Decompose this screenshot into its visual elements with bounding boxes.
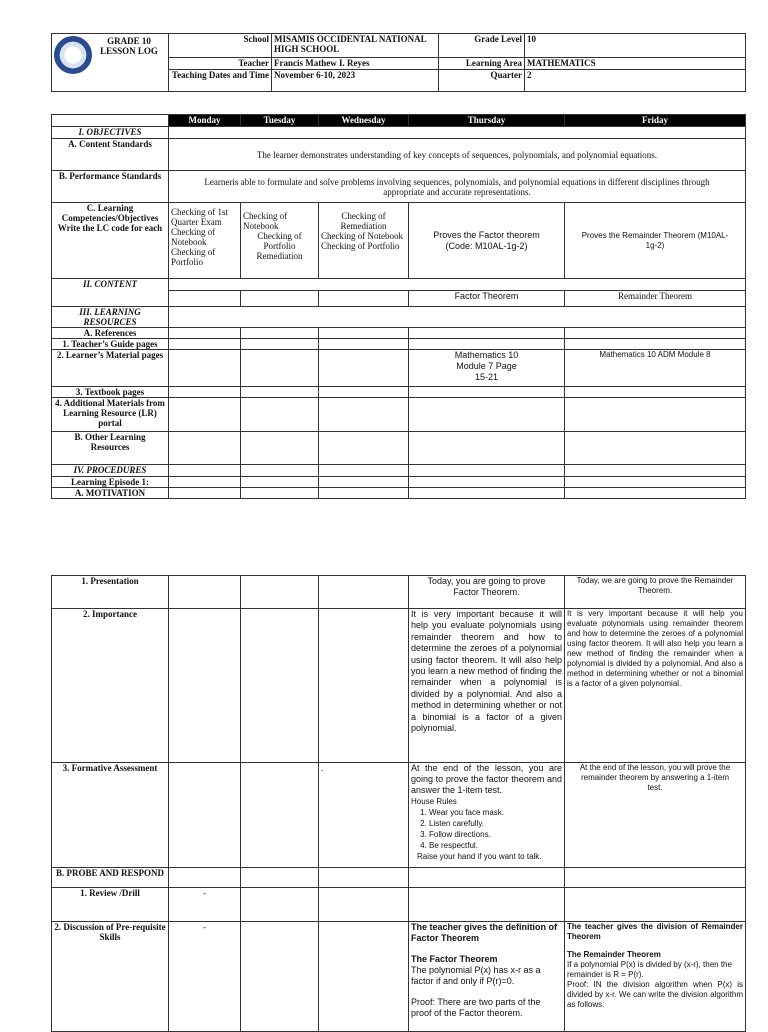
day-monday: Monday [169, 115, 241, 127]
presentation-label: 1. Presentation [52, 576, 169, 609]
comp-item: Checking of 1st Quarter Exam [171, 207, 228, 227]
additional-materials-label: 4. Additional Materials from Learning Resource (LR) portal [52, 398, 169, 432]
comp-item: Checking of Notebook [321, 231, 403, 241]
house-rule: 4. Be respectful. [429, 840, 562, 851]
friday-importance: It is very important because it will help you evaluate polynomials using remainder theorem and how to determine the zeroes of a polynomial using factor theorem. It will also help you learn a new method of finding the remainder when a polynomial is divided by a polynomial. And also a method in determining whether or not a binomial is a factor of a given polynomial. [565, 609, 746, 763]
lm-pages-label: 2. Learner’s Material pages [52, 350, 169, 387]
thursday-lm: Mathematics 10 Module 7 Page 15-21 [409, 350, 565, 387]
day-wednesday: Wednesday [319, 115, 409, 127]
main-table [51, 114, 746, 499]
thursday-discussion [409, 922, 565, 1032]
day-thursday: Thursday [409, 115, 565, 127]
resources-heading: III. LEARNING RESOURCES [52, 307, 169, 328]
tuesday-competencies [241, 203, 319, 279]
discussion-proof: Proof: There are two parts of the proof of the Factor theorem. [411, 997, 541, 1018]
wednesday-competencies [319, 203, 409, 279]
comp-item: Checking of Portfolio [171, 247, 216, 267]
references-label: A. References [52, 328, 169, 339]
discussion-text: The polynomial P(x) has x-r as a factor if and only if P(r)=0. [411, 965, 541, 986]
quarter-label: Quarter [439, 70, 525, 92]
corner-cell [52, 115, 169, 127]
grade-title: GRADE 10 [107, 36, 151, 46]
formative-label: 3. Formative Assessment [52, 763, 169, 868]
friday-competency: Proves the Remainder Theorem (M10AL-1g-2) [565, 203, 746, 279]
dates-value: November 6-10, 2023 [272, 70, 439, 92]
performance-standards-text: Learneris able to formulate and solve problems involving sequences, polynomials, and polynomial equations in different disciplines through appropriate and accurate representations. [169, 171, 746, 203]
textbook-label: 3. Textbook pages [52, 387, 169, 398]
procedures-table [51, 575, 746, 1032]
content-standards-label: A. Content Standards [52, 139, 169, 171]
teacher-value: Francis Mathew I. Reyes [272, 58, 439, 70]
house-rules-list [411, 807, 562, 851]
objectives-heading: I. OBJECTIVES [52, 127, 169, 139]
comp-item: Checking of Notebook [243, 211, 288, 231]
thursday-formative [409, 763, 565, 868]
discussion-text: If a polynomial P(x) is divided by (x-r), then the remainder is R = P(r). [567, 960, 732, 979]
thursday-presentation: Today, you are going to prove Factor Theorem. [409, 576, 565, 609]
wednesday-formative: . [319, 763, 409, 868]
comp-item: Checking of Notebook [171, 227, 216, 247]
probe-label: B. PROBE AND RESPOND [52, 868, 169, 888]
house-rule: 3. Follow directions. [429, 829, 562, 840]
formative-text: At the end of the lesson, you are going to prove the factor theorem and answer the 1-item test. [411, 763, 562, 795]
comp-item: Checking of Remediation [340, 211, 387, 231]
discussion-title: The Factor Theorem [411, 954, 498, 964]
discussion-proof: Proof: IN the division algorithm when P(x) is divided by x-r. We can write the division algorithm as follows: [567, 980, 743, 1009]
day-friday: Friday [565, 115, 746, 127]
dates-label: Teaching Dates and Time [169, 70, 272, 92]
day-tuesday: Tuesday [241, 115, 319, 127]
house-rule: 2. Listen carefully. [429, 818, 562, 829]
competencies-label: C. Learning Competencies/Objectives Write the LC code for each [52, 203, 169, 279]
friday-presentation: Today, we are going to prove the Remainder Theorem. [565, 576, 746, 609]
thursday-competency: Proves the Factor theorem (Code: M10AL-1g-2) [409, 203, 565, 279]
other-resources-label: B. Other Learning Resources [52, 432, 169, 465]
review-label: 1. Review /Drill [52, 888, 169, 922]
discussion-monday: - [169, 922, 241, 1032]
friday-content: Remainder Theorem [565, 291, 746, 307]
thursday-content: Factor Theorem [409, 291, 565, 307]
grade-level-value: 10 [525, 34, 746, 58]
discussion-label: 2. Discussion of Pre-requisite Skills [52, 922, 169, 1032]
learning-area-label: Learning Area [439, 58, 525, 70]
discussion-intro: The teacher gives the division of Remainder Theorem [567, 922, 743, 941]
school-value: MISAMIS OCCIDENTAL NATIONAL HIGH SCHOOL [272, 34, 439, 58]
discussion-title: The Remainder Theorem [567, 950, 661, 959]
comp-item: Checking of Portfolio Remediation [256, 231, 303, 261]
grade-level-label: Grade Level [439, 34, 525, 58]
review-monday: - [169, 888, 241, 922]
house-rules-title: House Rules [411, 797, 457, 806]
importance-label: 2. Importance [52, 609, 169, 763]
raise-hand-text: Raise your hand if you want to talk. [417, 852, 542, 861]
friday-discussion [565, 922, 746, 1032]
header-table [51, 33, 746, 92]
thursday-importance: It is very important because it will help you evaluate polynomials using remainder theorem and how to determine the zeroes of a polynomial using factor theorem. It will also help you learn a new method of finding the remainder when a polynomial is divided by a polynomial. And also a method in determining whether or not a binomial is a factor of a given polynomial. [409, 609, 565, 763]
performance-standards-label: B. Performance Standards [52, 171, 169, 203]
deped-seal-icon [54, 36, 92, 74]
monday-competencies [169, 203, 241, 279]
school-label: School [169, 34, 272, 58]
tg-pages-label: 1. Teacher’s Guide pages [52, 339, 169, 350]
friday-lm: Mathematics 10 ADM Module 8 [565, 350, 746, 387]
log-title: LESSON LOG [100, 46, 158, 56]
quarter-value: 2 [525, 70, 746, 92]
motivation-label: A. MOTIVATION [52, 488, 169, 499]
comp-item: Checking of Portfolio [321, 241, 400, 251]
episode-label: Learning Episode 1: [52, 477, 169, 488]
procedures-heading: IV. PROCEDURES [52, 465, 169, 477]
learning-area-value: MATHEMATICS [525, 58, 746, 70]
house-rule: 1. Wear you face mask. [429, 807, 562, 818]
teacher-label: Teacher [169, 58, 272, 70]
content-heading: II. CONTENT [52, 279, 169, 307]
header-logo-cell [52, 34, 169, 92]
content-standards-text: The learner demonstrates understanding of key concepts of sequences, polynomials, and polynomial equations. [169, 139, 746, 171]
discussion-intro: The teacher gives the definition of Factor Theorem [411, 922, 558, 943]
friday-formative: At the end of the lesson, you will prove the remainder theorem by answering a 1-item test. [565, 763, 746, 868]
